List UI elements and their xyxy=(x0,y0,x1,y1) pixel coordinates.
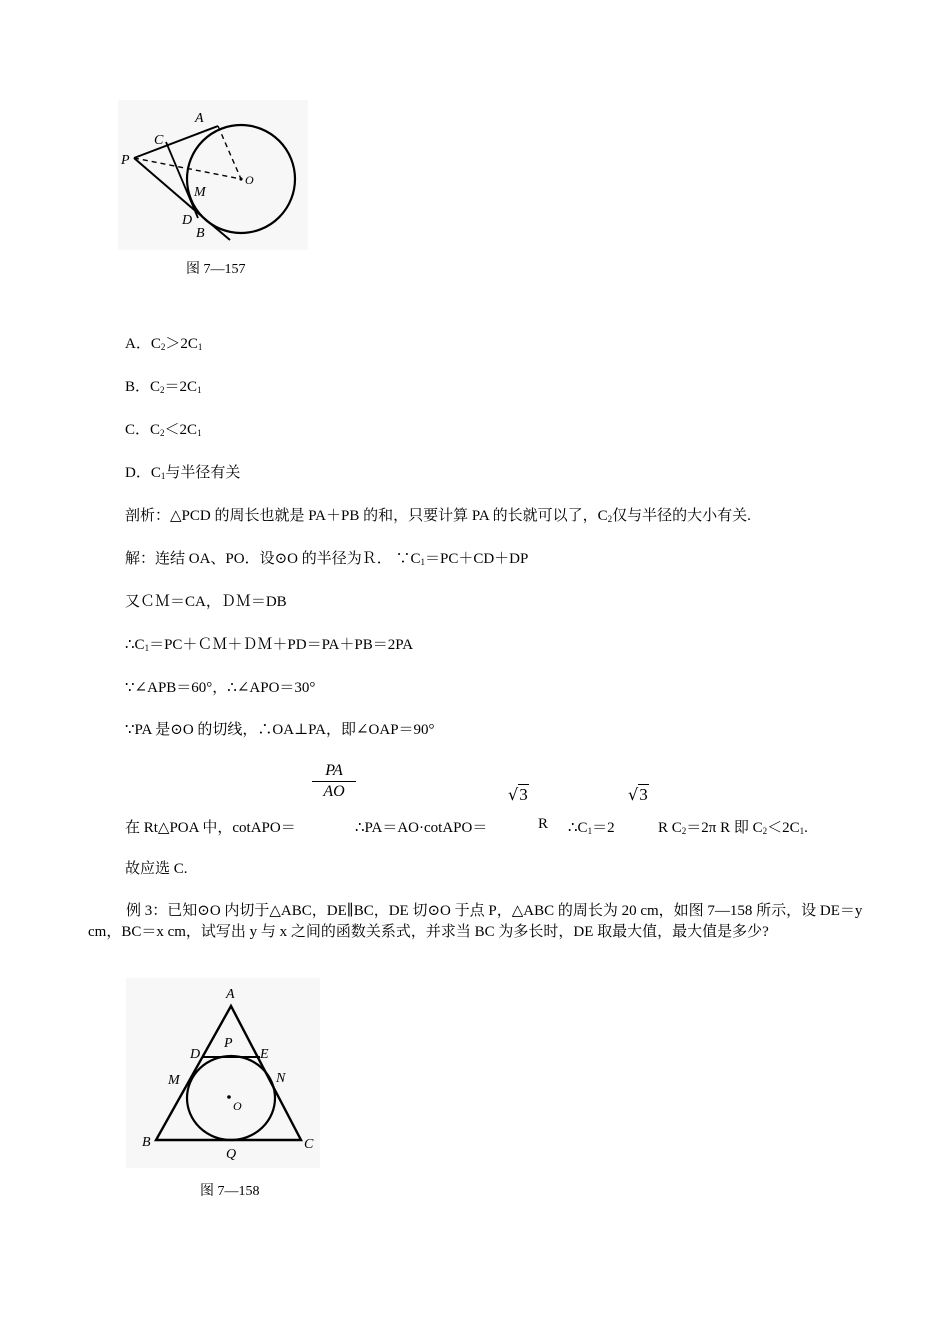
analysis-line xyxy=(125,506,751,529)
option-text: D．C xyxy=(125,465,161,481)
solution-line-6d xyxy=(568,816,615,837)
solution-text: ＝2π R 即 C xyxy=(686,820,763,836)
option-c xyxy=(125,420,202,443)
label-a: A xyxy=(226,987,235,1002)
point-o xyxy=(239,177,242,180)
label-b: B xyxy=(196,226,205,241)
solution-line-6a: 在 Rt△POA 中，cotAPO＝ xyxy=(125,820,296,836)
subscript: 1 xyxy=(160,471,166,481)
figure-7-158 xyxy=(126,978,320,1168)
label-e: E xyxy=(260,1047,269,1062)
label-c: C xyxy=(154,133,164,148)
label-o: O xyxy=(233,1099,242,1113)
fraction-denominator: AO xyxy=(323,783,345,800)
figure-7-157 xyxy=(118,100,308,250)
subscript: 2 xyxy=(681,826,687,836)
fraction-pa-ao xyxy=(312,762,356,801)
option-text: 与半径有关 xyxy=(165,465,241,481)
analysis-text: 剖析：△PCD 的周长也就是 PA＋PB 的和，只要计算 PA 的长就可以了，C xyxy=(125,508,608,524)
option-a xyxy=(125,334,202,357)
label-b: B xyxy=(142,1135,151,1150)
figure-background xyxy=(118,100,308,250)
solution-line-5: ∵PA 是⊙O 的切线，∴OA⊥PA，即∠OAP＝90° xyxy=(125,722,435,738)
subscript: 2 xyxy=(160,342,166,352)
radicand: 3 xyxy=(639,785,648,804)
label-d: D xyxy=(182,213,193,228)
solution-text: ＜2C xyxy=(767,820,800,836)
sqrt-3-second xyxy=(628,785,649,805)
subscript: 1 xyxy=(197,342,203,352)
subscript: 1 xyxy=(144,643,150,653)
fraction-numerator: PA xyxy=(325,762,343,779)
solution-line-3 xyxy=(125,635,413,658)
option-text: C．C xyxy=(125,422,161,438)
point-o xyxy=(227,1095,231,1099)
label-p: P xyxy=(121,153,130,168)
solution-text: ＝PC＋ＣＭ＋ＤＭ＋PD＝PA＋PB＝2PA xyxy=(149,637,414,653)
subscript: 1 xyxy=(587,826,593,836)
solution-line-6b: ∴PA＝AO·cotAPO＝ xyxy=(355,820,488,836)
label-m: M xyxy=(194,185,206,200)
option-text: ＝2C xyxy=(164,379,198,395)
fraction-bar xyxy=(312,781,356,782)
analysis-text: 仅与半径的大小有关. xyxy=(612,508,751,524)
figure-7-158-caption: 图 7—158 xyxy=(200,1184,260,1199)
solution-line-1 xyxy=(125,549,528,572)
solution-line-6c: R xyxy=(538,816,549,832)
subscript: 2 xyxy=(762,826,768,836)
option-b xyxy=(125,377,202,400)
solution-text: ＝2 xyxy=(592,820,615,836)
solution-text: ∴C xyxy=(125,637,145,653)
label-a: A xyxy=(195,111,204,126)
label-o: O xyxy=(245,173,254,187)
solution-text: ＝PC＋CD＋DP xyxy=(425,551,529,567)
subscript: 1 xyxy=(197,428,202,438)
subscript: 1 xyxy=(197,385,202,395)
subscript: 2 xyxy=(160,428,165,438)
radicand: 3 xyxy=(519,785,528,804)
solution-text: 解：连结 OA、PO．设⊙O 的半径为Ｒ． ∵C xyxy=(125,551,421,567)
label-n: N xyxy=(276,1071,286,1086)
solution-line-4: ∵∠APB＝60°，∴∠APO＝30° xyxy=(125,680,316,696)
subscript: 2 xyxy=(607,514,613,524)
answer-line: 故应选 C. xyxy=(125,861,188,877)
label-d: D xyxy=(190,1047,201,1062)
option-text: A．C xyxy=(125,336,161,352)
subscript: 1 xyxy=(799,826,805,836)
figure-7-157-caption: 图 7—157 xyxy=(186,262,246,277)
label-q: Q xyxy=(226,1147,237,1162)
label-m: M xyxy=(168,1073,180,1088)
solution-text: R C xyxy=(658,820,682,836)
radical-sign: √ xyxy=(628,785,639,804)
label-c: C xyxy=(304,1137,314,1152)
option-text: B．C xyxy=(125,379,161,395)
subscript: 2 xyxy=(160,385,165,395)
label-p: P xyxy=(224,1036,233,1051)
radical-sign: √ xyxy=(508,785,519,804)
option-text: ＞2C xyxy=(165,336,198,352)
solution-text: . xyxy=(804,820,808,836)
option-text: ＜2C xyxy=(164,422,198,438)
solution-text: ∴C xyxy=(568,820,588,836)
sqrt-3-first xyxy=(508,785,529,805)
solution-line-2: 又ＣＭ＝CA，ＤＭ＝DB xyxy=(125,594,287,610)
solution-line-6f xyxy=(658,816,808,837)
subscript: 1 xyxy=(420,557,425,567)
option-d xyxy=(125,463,240,486)
example-3-text: 例 3：已知⊙O 内切于△ABC，DE∥BC，DE 切⊙O 于点 P，△ABC 的周长为 20 cm，如图 7—158 所示，设 DE＝y cm，BC＝x cm，试写出 y 与 x 之间的函数关系式，并求当 BC 为多长时，DE 取最大值，最大值是多少? xyxy=(88,903,863,940)
